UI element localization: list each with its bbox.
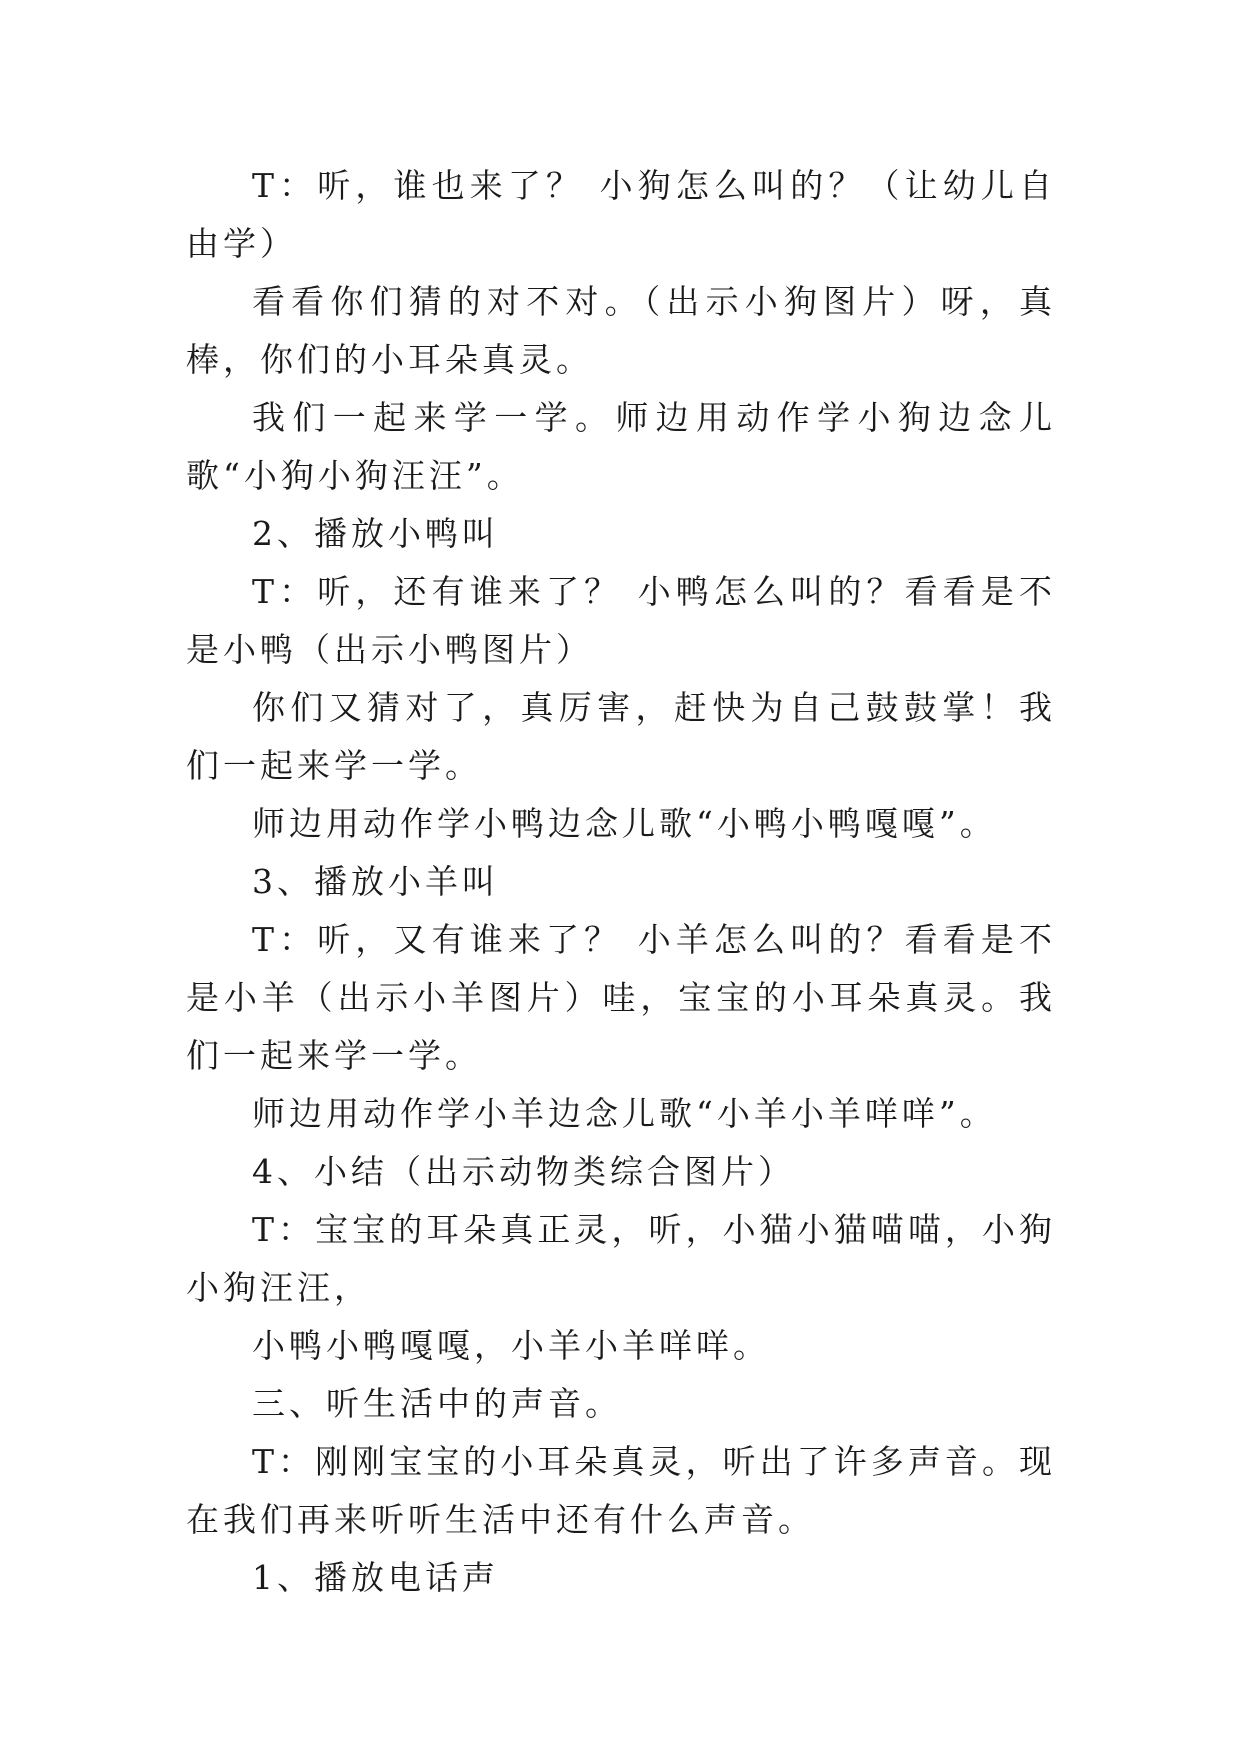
paragraph-phone-sound: 1、播放电话声 <box>252 1558 499 1597</box>
paragraph-duck-heading: 2、播放小鸭叫 <box>252 514 499 553</box>
paragraph-dog-rhyme: 我们一起来学一学。师边用动作学小狗边念儿歌“小狗小狗汪汪”。 <box>186 398 1056 495</box>
paragraph-sheep-rhyme: 师边用动作学小羊边念儿歌“小羊小羊咩咩”。 <box>252 1094 997 1133</box>
paragraph-summary-line1: T：宝宝的耳朵真正灵，听，小猫小猫喵喵，小狗小狗汪汪， <box>186 1210 1056 1307</box>
paragraph-duck-rhyme: 师边用动作学小鸭边念儿歌“小鸭小鸭嘎嘎”。 <box>252 804 997 843</box>
paragraph-summary-heading: 4、小结（出示动物类综合图片） <box>252 1152 795 1191</box>
document-body <box>186 157 1056 1607</box>
paragraph-life-sounds-intro: T：刚刚宝宝的小耳朵真灵，听出了许多声音。现在我们再来听听生活中还有什么声音。 <box>186 1442 1056 1539</box>
paragraph-duck-praise: 你们又猜对了，真厉害，赶快为自己鼓鼓掌！我们一起来学一学。 <box>186 688 1056 785</box>
paragraph-dog-question: T：听，谁也来了？ 小狗怎么叫的？（让幼儿自由学） <box>186 166 1056 263</box>
paragraph-summary-line2: 小鸭小鸭嘎嘎，小羊小羊咩咩。 <box>252 1326 770 1365</box>
paragraph-sheep-heading: 3、播放小羊叫 <box>252 862 499 901</box>
paragraph-duck-question: T：听，还有谁来了？ 小鸭怎么叫的？看看是不是小鸭（出示小鸭图片） <box>186 572 1056 669</box>
paragraph-sheep-question: T：听，又有谁来了？ 小羊怎么叫的？看看是不是小羊（出示小羊图片）哇，宝宝的小耳朵真灵。我们一起来学一学。 <box>186 920 1056 1075</box>
paragraph-section-three-heading: 三、听生活中的声音。 <box>252 1384 622 1423</box>
paragraph-dog-picture: 看看你们猜的对不对。（出示小狗图片）呀，真棒，你们的小耳朵真灵。 <box>186 282 1056 379</box>
